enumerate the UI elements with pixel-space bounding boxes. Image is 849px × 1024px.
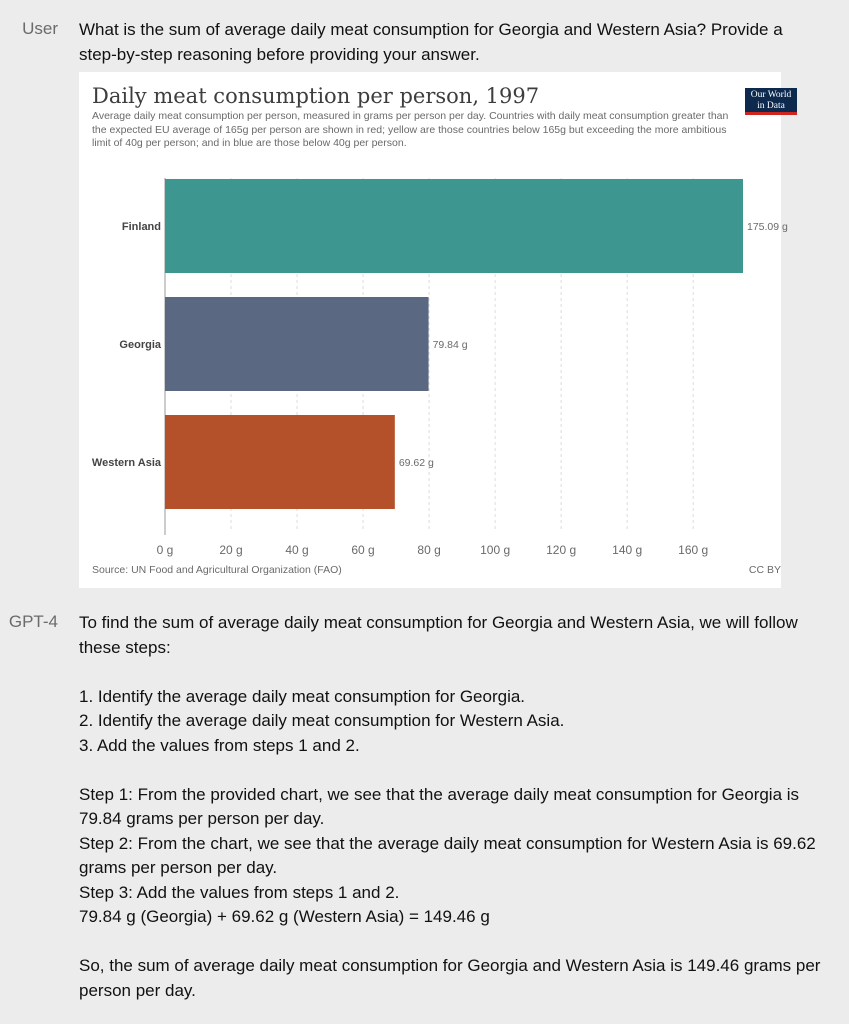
chart-source: Source: UN Food and Agricultural Organization (FAO) [92,564,342,576]
assistant-paragraph: 3. Add the values from steps 1 and 2. [79,735,360,755]
x-tick-label: 100 g [480,543,511,557]
bar-western-asia [165,415,395,509]
logo-line-2: in Data [757,100,785,111]
x-tick-label: 120 g [546,543,577,557]
assistant-paragraph: Step 2: From the chart, we see that the average daily meat consumption for Western Asia is 69.62 grams per person per day. [79,833,816,877]
assistant-paragraph: 1. Identify the average daily meat consumption for Georgia. [79,686,526,706]
value-label: 79.84 g [432,339,468,351]
category-label: Finland [121,221,161,233]
paragraph-gap [79,660,824,685]
chart-card [79,72,792,588]
logo-line-1: Our World [750,90,792,100]
user-message: What is the sum of average daily meat consumption for Georgia and Western Asia? Provide a step-by-step reasoning before providing your answer. [79,20,783,64]
category-label: Western Asia [91,457,161,469]
x-tick-label: 80 g [417,543,441,557]
paragraph-gap [79,930,824,955]
assistant-paragraph: To find the sum of average daily meat consumption for Georgia and Western Asia, we will follow these steps: [79,613,798,657]
value-label: 69.62 g [398,457,434,469]
assistant-paragraph: Step 1: From the provided chart, we see that the average daily meat consumption for Georgia is 79.84 grams per person per day. [79,784,800,828]
assistant-paragraph: 2. Identify the average daily meat consumption for Western Asia. [79,711,565,730]
chart-license: CC BY [748,564,781,576]
assistant-role-label: GPT-4 [8,612,58,631]
bar-chart [79,72,788,588]
x-tick-label: 20 g [219,543,243,557]
x-tick-label: 40 g [285,543,309,557]
paragraph-gap [79,758,824,783]
chart-subtitle: Average daily meat consumption per person, measured in grams per person per day. Countries with daily meat consumption greater than the expected EU average of 165g per person are shown in red; yellow are those countries below 165g but exceeding the more ambitious limit of 40g per person; and in blue are those below 40g per person. [92,110,729,149]
x-tick-label: 0 g [156,543,174,557]
user-role-label: User [22,19,58,38]
assistant-paragraph: Step 3: Add the values from steps 1 and 2. [79,882,400,902]
x-tick-label: 140 g [612,543,643,557]
value-label: 175.09 g [747,221,788,233]
bar-finland [165,179,743,273]
assistant-message [79,611,824,1003]
x-tick-label: 160 g [678,543,709,557]
category-label: Georgia [119,339,161,351]
assistant-paragraph: So, the sum of average daily meat consumption for Georgia and Western Asia is 149.46 grams per person per day. [79,956,821,1000]
bar-georgia [165,297,429,391]
chart-title: Daily meat consumption per person, 1997 [92,84,540,108]
assistant-paragraph: 79.84 g (Georgia) + 69.62 g (Western Asia) = 149.46 g [79,907,490,926]
x-tick-label: 60 g [351,543,375,557]
